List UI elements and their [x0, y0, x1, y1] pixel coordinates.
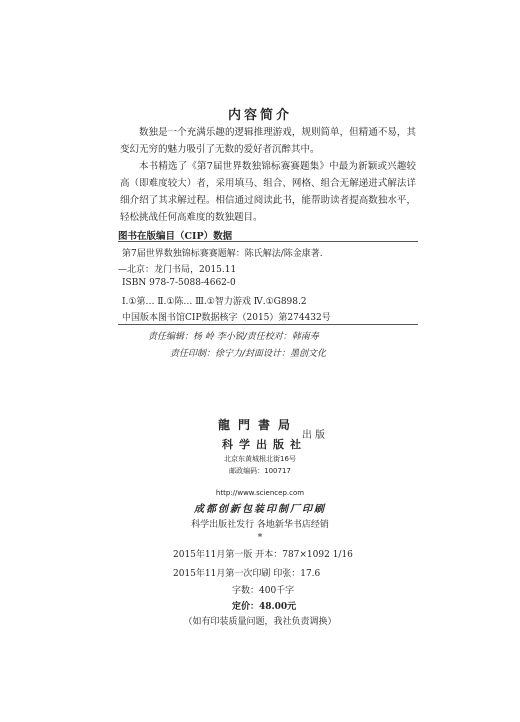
intro-title: 内容简介: [227, 108, 292, 123]
publisher-name-longmen: 龍門書局: [218, 418, 299, 432]
publisher-website: http://www.sciencep.com: [215, 489, 305, 497]
distributor-line: 科学出版社发行 各地新华书店经销: [191, 520, 329, 530]
intro-paragraph-1: 数独是一个充满乐趣的逻辑推理游戏，规则简单，但精通不易，其变幻无穷的魅力吸引了无数的爱好者沉醉其中。: [120, 127, 416, 155]
cip-heading: 图书在版编目（CIP）数据: [118, 231, 233, 242]
separator-asterisk: *: [257, 533, 263, 543]
editor-credits: 责任编辑：杨 岭 李小锐/责任校对：韩南寿: [148, 332, 319, 342]
cip-classification-line: Ⅰ.①第… Ⅱ.①陈… Ⅲ.①智力游戏 Ⅳ.①G898.2: [122, 297, 307, 307]
price: 定价：48.00元: [232, 602, 297, 612]
publisher-name-science-press: 科学出版社: [222, 438, 307, 451]
cip-top-rule: [118, 241, 418, 242]
cip-title-line: 第7届世界数独锦标赛赛题解：陈氏解法/陈金康著.: [122, 249, 323, 259]
word-count: 字数：400千字: [232, 586, 295, 596]
intro-paragraph-2: 本书精选了《第7届世界数独锦标赛赛题集》中最为新颖或兴趣较高（即难度较大）者，采用填马、组合、网格、组合无解递进式解法详细介绍了其求解过程。相信通过阅读此书，能帮助读者提高数独水平，轻松挑战任何高难度的数独题目。: [120, 161, 416, 223]
printer-line: 成都创新包装印制厂印刷: [194, 504, 326, 515]
publisher-address: 北京东黄城根北街16号: [224, 455, 296, 463]
cip-publisher-line: —北京：龙门书局，2015.11: [118, 265, 237, 275]
cip-isbn-line: ISBN 978-7-5088-4662-0: [122, 278, 236, 288]
quality-notice: （如有印装质量问题，我社负责调换）: [183, 617, 337, 627]
publish-label: 出版: [302, 430, 328, 441]
printing-line: 2015年11月第一次印刷 印张：17.6: [173, 569, 321, 579]
cip-bottom-rule: [118, 324, 418, 325]
publisher-postcode: 邮政编码：100717: [229, 467, 291, 475]
edition-line: 2015年11月第一版 开本：787×1092 1/16: [173, 550, 353, 560]
cip-record-number-line: 中国版本图书馆CIP数据核字（2015）第274432号: [122, 313, 331, 323]
production-credits: 责任印制：徐宁力/封面设计：墨创文化: [170, 349, 327, 359]
